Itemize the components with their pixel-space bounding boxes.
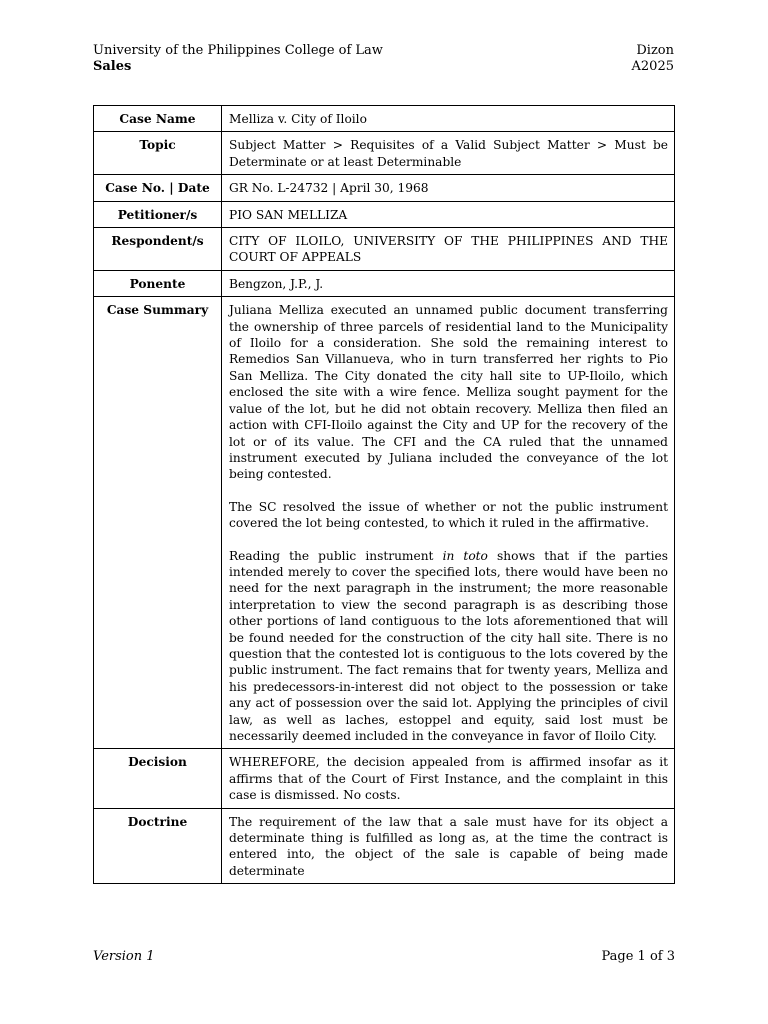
row-ponente — [94, 270, 675, 296]
case-name-label: Case Name — [94, 106, 222, 132]
school-name: University of the Philippines College of Law — [93, 43, 383, 58]
row-decision — [94, 749, 675, 808]
topic-value: Subject Matter > Requisites of a Valid Subject Matter > Must be Determinate or at least Determinable — [222, 132, 675, 175]
row-topic — [94, 132, 675, 175]
summary-paragraph-1: Juliana Melliza executed an unnamed public document transferring the ownership of three parcels of residential land to the Municipality of Iloilo for a consideration. She sold the remaining interest to Remedios San Villanueva, who in turn transferred her rights to Pio San Melliza. The City donated the city hall site to UP-Iloilo, which enclosed the site with a wire fence. Melliza sought payment for the value of the lot, but he did not obtain recovery. Melliza then filed an action with CFI-Iloilo against the City and UP for the recovery of the lot or of its value. The CFI and the CA ruled that the unnamed instrument executed by Juliana included the conveyance of the lot being contested. — [229, 303, 668, 482]
respondent-label: Respondent/s — [94, 228, 222, 271]
petitioner-label: Petitioner/s — [94, 201, 222, 227]
doctrine-label: Doctrine — [94, 808, 222, 884]
ponente-label: Ponente — [94, 270, 222, 296]
ponente-value: Bengzon, J.P., J. — [222, 270, 675, 296]
page-header — [93, 43, 674, 75]
version-label: Version 1 — [93, 949, 155, 964]
row-respondent — [94, 228, 675, 271]
section-code: A2025 — [631, 59, 674, 74]
case-summary-value — [222, 297, 675, 749]
row-case-summary — [94, 297, 675, 749]
row-doctrine — [94, 808, 675, 884]
author-name: Dizon — [636, 43, 674, 58]
row-petitioner — [94, 201, 675, 227]
page-footer — [93, 949, 675, 964]
summary-paragraph-3-emphasis: in toto — [442, 548, 488, 563]
decision-value: WHEREFORE, the decision appealed from is affirmed insofar as it affirms that of the Court of First Instance, and the complaint in this case is dismissed. No costs. — [222, 749, 675, 808]
summary-paragraph-2: The SC resolved the issue of whether or not the public instrument covered the lot being contested, to which it ruled in the affirmative. — [229, 499, 668, 531]
respondent-value: CITY OF ILOILO, UNIVERSITY OF THE PHILIPPINES AND THE COURT OF APPEALS — [222, 228, 675, 271]
decision-label: Decision — [94, 749, 222, 808]
case-no-value: GR No. L-24732 | April 30, 1968 — [222, 175, 675, 201]
petitioner-value: PIO SAN MELLIZA — [222, 201, 675, 227]
summary-paragraph-3-start: Reading the public instrument — [229, 548, 443, 563]
summary-paragraph-3-end: shows that if the parties intended merely to cover the specified lots, there would have been no need for the next paragraph in the instrument; the more reasonable interpretation to view the second paragraph is as describing those other portions of land contiguous to the lots aforementioned that will be found needed for the construction of the city hall site. There is no question that the contested lot is contiguous to the lots covered by the public instrument. The fact remains that for twenty years, Melliza and his predecessors-in-interest did not object to the possession or take any act of possession over the said lot. Applying the principles of civil law, as well as laches, estoppel and equity, said lost must be necessarily deemed included in the conveyance in favor of Iloilo City. — [229, 548, 668, 743]
case-no-label: Case No. | Date — [94, 175, 222, 201]
doctrine-value: The requirement of the law that a sale must have for its object a determinate thing is fulfilled as long as, at the time the contract is entered into, the object of the sale is capable of being made determinate — [222, 808, 675, 884]
summary-paragraph-3 — [229, 548, 668, 745]
row-case-no — [94, 175, 675, 201]
topic-label: Topic — [94, 132, 222, 175]
case-brief-table — [93, 105, 675, 884]
page-number: Page 1 of 3 — [601, 949, 675, 964]
row-case-name — [94, 106, 675, 132]
case-summary-label: Case Summary — [94, 297, 222, 749]
case-name-value: Melliza v. City of Iloilo — [222, 106, 675, 132]
subject-name: Sales — [93, 59, 132, 74]
